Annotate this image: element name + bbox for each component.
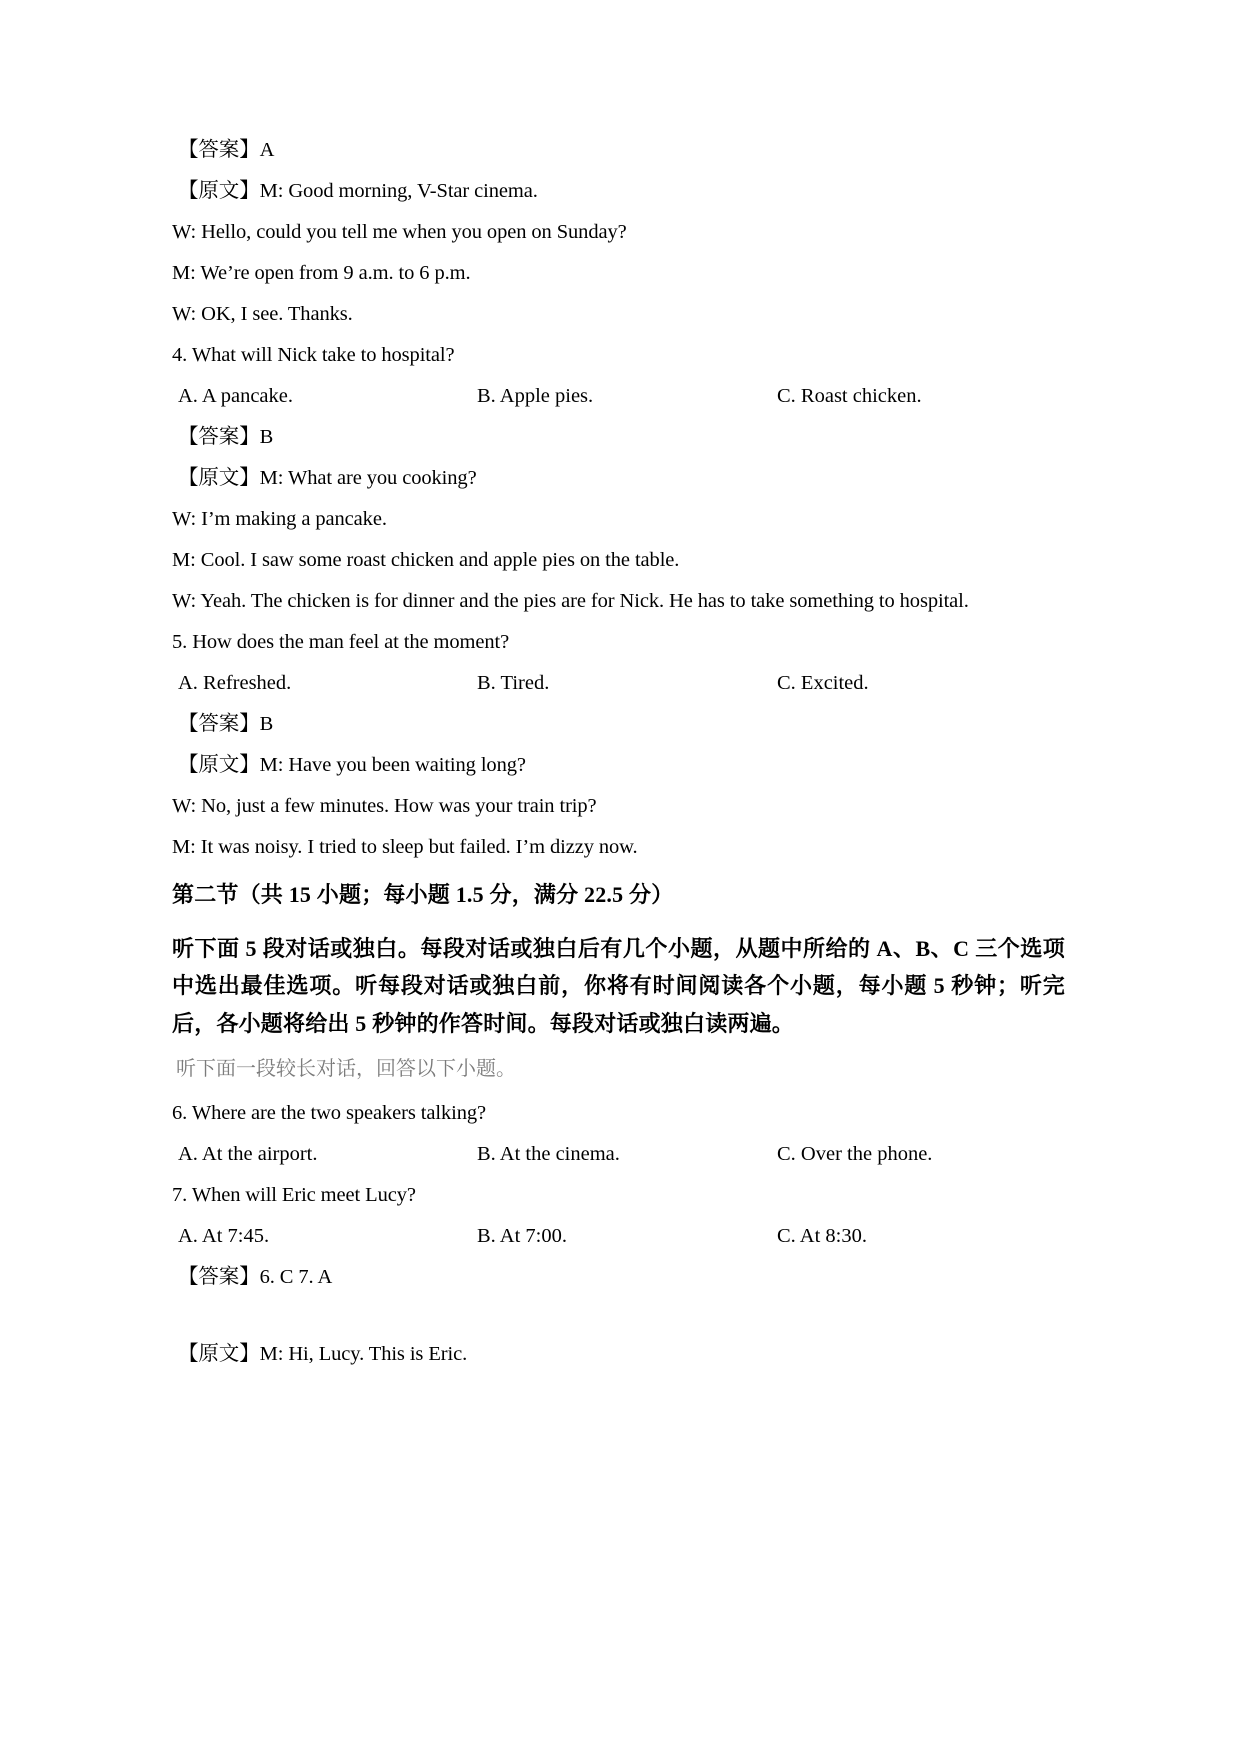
spacer xyxy=(172,1308,1065,1344)
q5-option-c[interactable]: C. Excited. xyxy=(777,672,869,694)
q7-option-b[interactable]: B. At 7:00. xyxy=(477,1224,567,1247)
q5-option-b[interactable]: B. Tired. xyxy=(477,672,550,694)
question-4: 4. What will Nick take to hospital? xyxy=(172,344,455,366)
script-line-q4-4: W: Yeah. The chicken is for dinner and the pies are for Nick. He has to take something to hospital. xyxy=(172,590,969,612)
page-content xyxy=(172,140,1065,1364)
script-line-q4-3: M: Cool. I saw some roast chicken and apple pies on the table. xyxy=(172,549,680,571)
question-5: 5. How does the man feel at the moment? xyxy=(172,631,510,653)
q4-option-a[interactable]: A. A pancake. xyxy=(178,385,293,407)
script-line-q3-3: M: We’re open from 9 a.m. to 6 p.m. xyxy=(172,262,471,284)
question-4-options xyxy=(172,386,1065,407)
question-6: 6. Where are the two speakers talking? xyxy=(172,1101,487,1124)
q5-option-a[interactable]: A. Refreshed. xyxy=(178,672,292,694)
section-instructions: 听下面 5 段对话或独白。每段对话或独白后有几个小题，从题中所给的 A、B、C 三个选项中选出最佳选项。听每段对话或独白前，你将有时间阅读各个小题，每小题 5 秒钟；听完后，各小题将给出 5 秒钟的作答时间。每段对话或独白读两遍。 xyxy=(172,935,1065,1037)
script-line-q5-3: M: It was noisy. I tried to sleep but failed. I’m dizzy now. xyxy=(172,836,638,858)
q6-option-b[interactable]: B. At the cinema. xyxy=(477,1142,620,1165)
answer-label-q3: 【答案】A xyxy=(178,139,275,161)
script-line-q3-4: W: OK, I see. Thanks. xyxy=(172,303,353,325)
q7-option-a[interactable]: A. At 7:45. xyxy=(178,1224,270,1247)
q6-option-c[interactable]: C. Over the phone. xyxy=(777,1142,933,1165)
script-label-q4: 【原文】M: What are you cooking? xyxy=(178,467,477,489)
script-label-q5: 【原文】M: Have you been waiting long? xyxy=(178,754,526,776)
q4-option-b[interactable]: B. Apple pies. xyxy=(477,385,594,407)
script-label-q6: 【原文】M: Hi, Lucy. This is Eric. xyxy=(178,1342,468,1365)
answer-label-q5: 【答案】B xyxy=(178,713,274,735)
question-5-options xyxy=(172,673,1065,694)
q7-option-c[interactable]: C. At 8:30. xyxy=(777,1224,867,1247)
question-6-options xyxy=(172,1144,1065,1165)
answer-label-q4: 【答案】B xyxy=(178,426,274,448)
script-line-q4-2: W: I’m making a pancake. xyxy=(172,508,387,530)
question-7: 7. When will Eric meet Lucy? xyxy=(172,1183,416,1206)
question-7-options xyxy=(172,1226,1065,1247)
q4-option-c[interactable]: C. Roast chicken. xyxy=(777,385,922,407)
script-label-q3: 【原文】M: Good morning, V-Star cinema. xyxy=(178,180,538,202)
sub-instruction: 听下面一段较长对话，回答以下小题。 xyxy=(176,1057,516,1080)
script-line-q3-2: W: Hello, could you tell me when you open on Sunday? xyxy=(172,221,627,243)
answer-label-q6-q7: 【答案】6. C 7. A xyxy=(178,1265,333,1288)
q6-option-a[interactable]: A. At the airport. xyxy=(178,1142,318,1165)
script-line-q5-2: W: No, just a few minutes. How was your train trip? xyxy=(172,795,597,817)
section-heading: 第二节（共 15 小题；每小题 1.5 分，满分 22.5 分） xyxy=(172,881,674,907)
